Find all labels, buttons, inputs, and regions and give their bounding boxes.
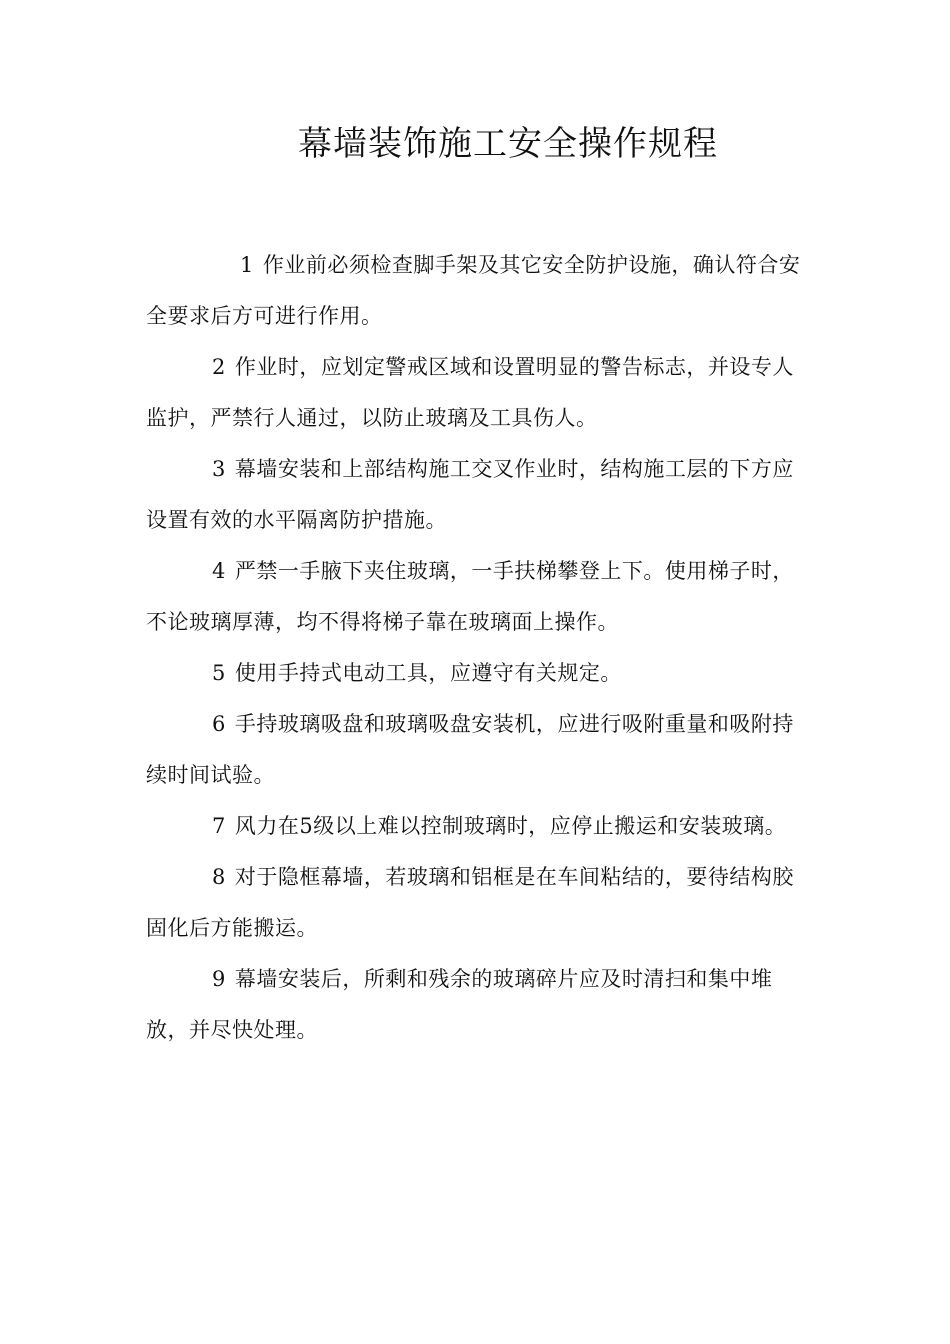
- document-title: 幕墙装饰施工安全操作规程: [298, 124, 718, 164]
- rule-text: 作业前必须检查脚手架及其它安全防护设施，确认符合安全要求后方可进行作用。: [146, 253, 801, 328]
- rule-text: 使用手持式电动工具，应遵守有关规定。: [234, 661, 622, 685]
- rule-number: 2: [212, 355, 226, 379]
- rule-text: 手持玻璃吸盘和玻璃吸盘安装机，应进行吸附重量和吸附持续时间试验。: [146, 712, 794, 787]
- rule-item: [146, 801, 806, 852]
- rule-item: [146, 240, 806, 342]
- rule-number: 1: [240, 253, 254, 277]
- rule-item: [146, 852, 806, 954]
- rule-number: 4: [212, 559, 226, 583]
- rule-text: 风力在5级以上难以控制玻璃时，应停止搬运和安装玻璃。: [234, 814, 787, 838]
- rule-number: 8: [212, 865, 226, 889]
- rule-number: 6: [212, 712, 226, 736]
- rule-number: 9: [212, 967, 226, 991]
- rule-item: [146, 954, 806, 1056]
- rule-number: 3: [212, 457, 226, 481]
- rule-item: [146, 444, 806, 546]
- rule-item: [146, 342, 806, 444]
- rule-text: 严禁一手腋下夹住玻璃，一手扶梯攀登上下。使用梯子时，不论玻璃厚薄，均不得将梯子靠在玻璃面上操作。: [146, 559, 794, 634]
- rule-number: 7: [212, 814, 226, 838]
- rule-item: [146, 699, 806, 801]
- rule-text: 幕墙安装后，所剩和残余的玻璃碎片应及时清扫和集中堆放，并尽快处理。: [146, 967, 773, 1042]
- rule-item: [146, 648, 806, 699]
- rule-text: 作业时，应划定警戒区域和设置明显的警告标志，并设专人监护，严禁行人通过，以防止玻璃及工具伤人。: [146, 355, 794, 430]
- rule-item: [146, 546, 806, 648]
- rule-text: 幕墙安装和上部结构施工交叉作业时，结构施工层的下方应设置有效的水平隔离防护措施。: [146, 457, 794, 532]
- rules-list: [146, 240, 806, 1056]
- rule-number: 5: [212, 661, 226, 685]
- rule-text: 对于隐框幕墙，若玻璃和铝框是在车间粘结的，要待结构胶固化后方能搬运。: [146, 865, 794, 940]
